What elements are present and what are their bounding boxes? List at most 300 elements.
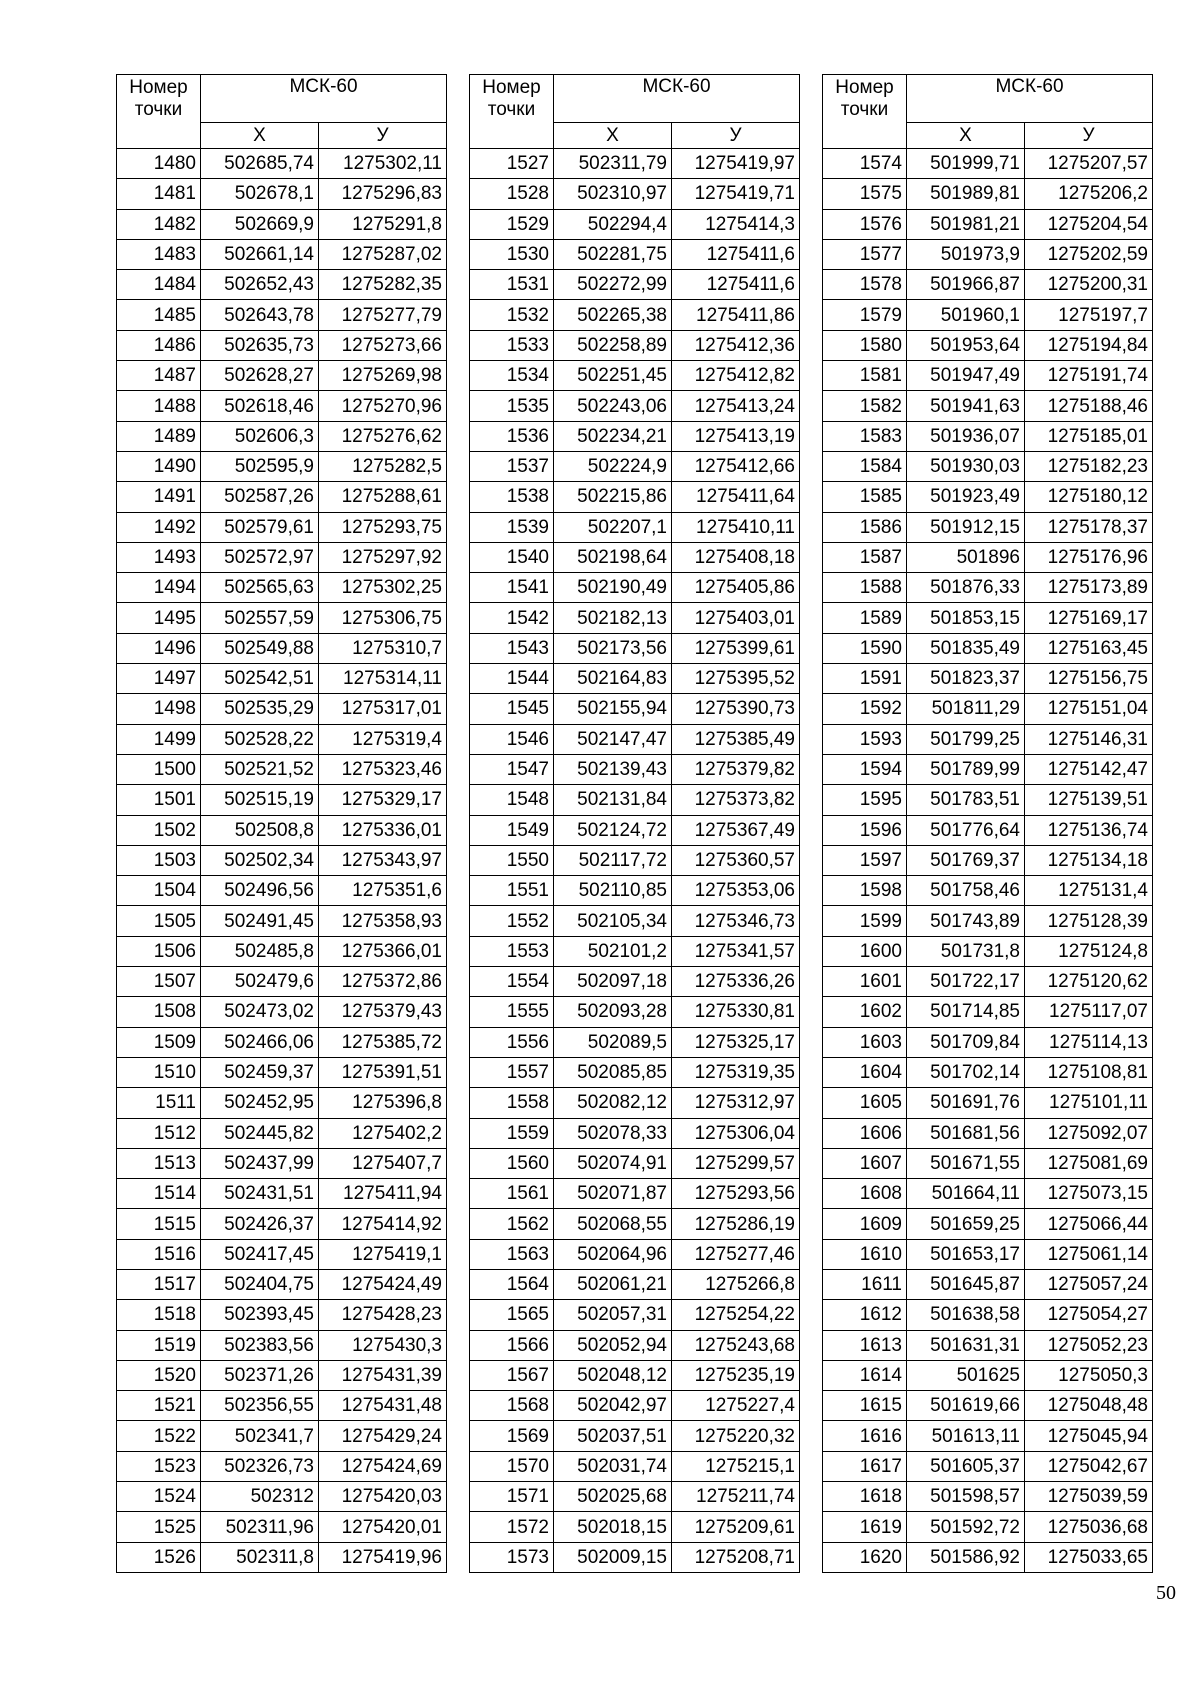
y-coordinate-cell: 1275282,5 (319, 451, 447, 481)
y-coordinate-cell: 1275410,11 (672, 512, 800, 542)
x-coordinate-cell: 502085,85 (554, 1057, 672, 1087)
y-coordinate-cell: 1275414,3 (672, 209, 800, 239)
table-row (823, 1482, 1153, 1512)
x-coordinate-cell: 502068,55 (554, 1209, 672, 1239)
point-number-cell: 1501 (117, 785, 201, 815)
y-coordinate-cell: 1275092,07 (1025, 1118, 1153, 1148)
y-coordinate-cell: 1275185,01 (1025, 421, 1153, 451)
x-coordinate-cell: 502521,52 (201, 754, 319, 784)
point-number-cell: 1533 (470, 330, 554, 360)
point-number-cell: 1562 (470, 1209, 554, 1239)
point-number-cell: 1495 (117, 603, 201, 633)
point-number-cell: 1482 (117, 209, 201, 239)
point-number-cell: 1570 (470, 1451, 554, 1481)
y-coordinate-cell: 1275330,81 (672, 997, 800, 1027)
y-coordinate-cell: 1275325,17 (672, 1027, 800, 1057)
x-coordinate-cell: 502579,61 (201, 512, 319, 542)
table-row (823, 421, 1153, 451)
y-coordinate-cell: 1275314,11 (319, 664, 447, 694)
point-number-cell: 1544 (470, 664, 554, 694)
table-row (470, 1269, 800, 1299)
x-coordinate-cell: 502251,45 (554, 361, 672, 391)
x-coordinate-cell: 502110,85 (554, 876, 672, 906)
table-row (117, 1209, 447, 1239)
y-coordinate-cell: 1275206,2 (1025, 179, 1153, 209)
table-row (117, 1088, 447, 1118)
point-number-cell: 1542 (470, 603, 554, 633)
table-row (117, 1148, 447, 1178)
x-coordinate-cell: 501671,55 (907, 1148, 1025, 1178)
y-coordinate-cell: 1275048,48 (1025, 1391, 1153, 1421)
table-row (470, 664, 800, 694)
x-coordinate-cell: 502009,15 (554, 1542, 672, 1572)
x-coordinate-cell: 502595,9 (201, 451, 319, 481)
y-coordinate-cell: 1275414,92 (319, 1209, 447, 1239)
table-row (470, 603, 800, 633)
x-coordinate-cell: 502479,6 (201, 967, 319, 997)
y-coordinate-cell: 1275131,4 (1025, 876, 1153, 906)
y-coordinate-cell: 1275411,6 (672, 239, 800, 269)
table-row (117, 603, 447, 633)
x-column-header: Х (554, 123, 672, 149)
table-row (823, 209, 1153, 239)
y-coordinate-cell: 1275403,01 (672, 603, 800, 633)
x-coordinate-cell: 501664,11 (907, 1179, 1025, 1209)
y-coordinate-cell: 1275045,94 (1025, 1421, 1153, 1451)
y-coordinate-cell: 1275391,51 (319, 1057, 447, 1087)
point-number-cell: 1585 (823, 482, 907, 512)
x-coordinate-cell: 502018,15 (554, 1512, 672, 1542)
x-coordinate-cell: 501743,89 (907, 906, 1025, 936)
y-coordinate-cell: 1275194,84 (1025, 330, 1153, 360)
table-row (117, 1421, 447, 1451)
y-coordinate-cell: 1275273,66 (319, 330, 447, 360)
y-coordinate-cell: 1275182,23 (1025, 451, 1153, 481)
point-number-cell: 1609 (823, 1209, 907, 1239)
x-coordinate-cell: 502549,88 (201, 633, 319, 663)
y-coordinate-cell: 1275277,79 (319, 300, 447, 330)
x-coordinate-cell: 501896 (907, 542, 1025, 572)
point-number-header (117, 75, 201, 149)
x-coordinate-cell: 501613,11 (907, 1421, 1025, 1451)
point-number-cell: 1520 (117, 1360, 201, 1390)
x-coordinate-cell: 502452,95 (201, 1088, 319, 1118)
table-row (470, 209, 800, 239)
table-row (823, 694, 1153, 724)
y-coordinate-cell: 1275411,6 (672, 270, 800, 300)
x-coordinate-cell: 502618,46 (201, 391, 319, 421)
x-coordinate-cell: 501625 (907, 1360, 1025, 1390)
point-number-cell: 1550 (470, 845, 554, 875)
table-row (470, 1512, 800, 1542)
table-body (823, 149, 1153, 1573)
table-row (470, 694, 800, 724)
point-number-cell: 1566 (470, 1330, 554, 1360)
x-coordinate-cell: 502426,37 (201, 1209, 319, 1239)
point-number-cell: 1506 (117, 936, 201, 966)
table-row (470, 1391, 800, 1421)
table-row (823, 1209, 1153, 1239)
x-coordinate-cell: 502635,73 (201, 330, 319, 360)
coordinates-table-1 (116, 74, 447, 1573)
y-coordinate-cell: 1275302,11 (319, 149, 447, 179)
table-row (823, 936, 1153, 966)
x-coordinate-cell: 501823,37 (907, 664, 1025, 694)
x-coordinate-cell: 501947,49 (907, 361, 1025, 391)
table-row (117, 300, 447, 330)
x-coordinate-cell: 501960,1 (907, 300, 1025, 330)
coordinate-system-header: МСК-60 (554, 75, 800, 123)
y-coordinate-cell: 1275202,59 (1025, 239, 1153, 269)
y-coordinate-cell: 1275379,43 (319, 997, 447, 1027)
x-coordinate-cell: 502661,14 (201, 239, 319, 269)
y-coordinate-cell: 1275173,89 (1025, 573, 1153, 603)
y-coordinate-cell: 1275306,04 (672, 1118, 800, 1148)
x-coordinate-cell: 502542,51 (201, 664, 319, 694)
x-coordinate-cell: 501714,85 (907, 997, 1025, 1027)
point-number-cell: 1579 (823, 300, 907, 330)
x-coordinate-cell: 502312 (201, 1482, 319, 1512)
y-coordinate-cell: 1275413,19 (672, 421, 800, 451)
x-coordinate-cell: 501953,64 (907, 330, 1025, 360)
point-number-cell: 1483 (117, 239, 201, 269)
y-coordinate-cell: 1275408,18 (672, 542, 800, 572)
point-number-cell: 1555 (470, 997, 554, 1027)
table-row (117, 845, 447, 875)
x-coordinate-cell: 501653,17 (907, 1239, 1025, 1269)
y-coordinate-cell: 1275390,73 (672, 694, 800, 724)
x-coordinate-cell: 502124,72 (554, 815, 672, 845)
x-coordinate-cell: 502356,55 (201, 1391, 319, 1421)
table-row (823, 1057, 1153, 1087)
x-coordinate-cell: 502485,8 (201, 936, 319, 966)
point-number-cell: 1481 (117, 179, 201, 209)
x-coordinate-cell: 501758,46 (907, 876, 1025, 906)
point-number-cell: 1543 (470, 633, 554, 663)
coordinate-system-header: МСК-60 (201, 75, 447, 123)
table-row (117, 1118, 447, 1148)
x-coordinate-cell: 502272,99 (554, 270, 672, 300)
table-row (117, 754, 447, 784)
y-coordinate-cell: 1275424,49 (319, 1269, 447, 1299)
table-row (823, 1542, 1153, 1572)
x-coordinate-cell: 502404,75 (201, 1269, 319, 1299)
x-coordinate-cell: 502042,97 (554, 1391, 672, 1421)
table-row (117, 906, 447, 936)
x-coordinate-cell: 502652,43 (201, 270, 319, 300)
table-row (823, 876, 1153, 906)
table-row (470, 512, 800, 542)
x-coordinate-cell: 502057,31 (554, 1300, 672, 1330)
point-number-cell: 1503 (117, 845, 201, 875)
x-coordinate-cell: 501722,17 (907, 967, 1025, 997)
table-row (470, 1118, 800, 1148)
table-row (117, 664, 447, 694)
y-coordinate-cell: 1275360,57 (672, 845, 800, 875)
y-coordinate-cell: 1275293,56 (672, 1179, 800, 1209)
point-number-header-line2: точки (487, 98, 536, 120)
x-coordinate-cell: 502393,45 (201, 1300, 319, 1330)
x-coordinate-cell: 501659,25 (907, 1209, 1025, 1239)
x-coordinate-cell: 502061,21 (554, 1269, 672, 1299)
y-coordinate-cell: 1275297,92 (319, 542, 447, 572)
point-number-cell: 1508 (117, 997, 201, 1027)
point-number-cell: 1499 (117, 724, 201, 754)
table-row (117, 1512, 447, 1542)
x-column-header: Х (201, 123, 319, 149)
table-row (117, 1269, 447, 1299)
x-coordinate-cell: 502294,4 (554, 209, 672, 239)
y-coordinate-cell: 1275341,57 (672, 936, 800, 966)
point-number-cell: 1552 (470, 906, 554, 936)
point-number-cell: 1489 (117, 421, 201, 451)
table-row (470, 573, 800, 603)
point-number-cell: 1620 (823, 1542, 907, 1572)
point-number-cell: 1581 (823, 361, 907, 391)
y-coordinate-cell: 1275208,71 (672, 1542, 800, 1572)
point-number-cell: 1540 (470, 542, 554, 572)
table-row (117, 573, 447, 603)
table-row (823, 785, 1153, 815)
x-coordinate-cell: 502431,51 (201, 1179, 319, 1209)
point-number-cell: 1593 (823, 724, 907, 754)
y-coordinate-cell: 1275114,13 (1025, 1027, 1153, 1057)
point-number-cell: 1537 (470, 451, 554, 481)
table-row (823, 179, 1153, 209)
y-coordinate-cell: 1275413,24 (672, 391, 800, 421)
y-coordinate-cell: 1275139,51 (1025, 785, 1153, 815)
point-number-cell: 1521 (117, 1391, 201, 1421)
y-coordinate-cell: 1275319,35 (672, 1057, 800, 1087)
y-coordinate-cell: 1275396,8 (319, 1088, 447, 1118)
table-row (823, 270, 1153, 300)
y-coordinate-cell: 1275420,01 (319, 1512, 447, 1542)
point-number-cell: 1617 (823, 1451, 907, 1481)
table-row (470, 300, 800, 330)
point-number-cell: 1583 (823, 421, 907, 451)
point-number-cell: 1536 (470, 421, 554, 451)
y-coordinate-cell: 1275243,68 (672, 1330, 800, 1360)
table-row (470, 482, 800, 512)
x-coordinate-cell: 502535,29 (201, 694, 319, 724)
x-coordinate-cell: 502243,06 (554, 391, 672, 421)
x-coordinate-cell: 502207,1 (554, 512, 672, 542)
x-coordinate-cell: 501853,15 (907, 603, 1025, 633)
point-number-cell: 1557 (470, 1057, 554, 1087)
y-coordinate-cell: 1275291,8 (319, 209, 447, 239)
point-number-cell: 1491 (117, 482, 201, 512)
y-coordinate-cell: 1275296,83 (319, 179, 447, 209)
x-coordinate-cell: 502311,79 (554, 149, 672, 179)
y-coordinate-cell: 1275227,4 (672, 1391, 800, 1421)
x-coordinate-cell: 502459,37 (201, 1057, 319, 1087)
y-coordinate-cell: 1275411,64 (672, 482, 800, 512)
point-number-cell: 1548 (470, 785, 554, 815)
table-row (823, 724, 1153, 754)
table-row (117, 785, 447, 815)
y-coordinate-cell: 1275036,68 (1025, 1512, 1153, 1542)
point-number-cell: 1578 (823, 270, 907, 300)
y-coordinate-cell: 1275169,17 (1025, 603, 1153, 633)
table-row (823, 664, 1153, 694)
table-row (470, 754, 800, 784)
x-coordinate-cell: 501981,21 (907, 209, 1025, 239)
table-row (823, 815, 1153, 845)
x-coordinate-cell: 502496,56 (201, 876, 319, 906)
x-coordinate-cell: 502508,8 (201, 815, 319, 845)
x-coordinate-cell: 502565,63 (201, 573, 319, 603)
table-row (470, 997, 800, 1027)
table-row (470, 1300, 800, 1330)
point-number-cell: 1516 (117, 1239, 201, 1269)
y-coordinate-cell: 1275066,44 (1025, 1209, 1153, 1239)
point-number-cell: 1500 (117, 754, 201, 784)
point-number-cell: 1524 (117, 1482, 201, 1512)
table-row (823, 1088, 1153, 1118)
point-number-cell: 1494 (117, 573, 201, 603)
table-row (117, 451, 447, 481)
table-row (117, 1391, 447, 1421)
point-number-cell: 1603 (823, 1027, 907, 1057)
table-row (470, 1421, 800, 1451)
y-coordinate-cell: 1275220,32 (672, 1421, 800, 1451)
y-coordinate-cell: 1275353,06 (672, 876, 800, 906)
x-coordinate-cell: 502173,56 (554, 633, 672, 663)
table-row (470, 1209, 800, 1239)
point-number-cell: 1590 (823, 633, 907, 663)
table-body (470, 149, 800, 1573)
y-coordinate-cell: 1275188,46 (1025, 391, 1153, 421)
x-coordinate-cell: 502417,45 (201, 1239, 319, 1269)
table-row (823, 1027, 1153, 1057)
table-row (470, 361, 800, 391)
point-number-cell: 1551 (470, 876, 554, 906)
y-coordinate-cell: 1275191,74 (1025, 361, 1153, 391)
y-column-header: У (319, 123, 447, 149)
x-coordinate-cell: 502082,12 (554, 1088, 672, 1118)
x-coordinate-cell: 502491,45 (201, 906, 319, 936)
point-number-cell: 1563 (470, 1239, 554, 1269)
y-coordinate-cell: 1275407,7 (319, 1148, 447, 1178)
table-row (470, 1360, 800, 1390)
x-coordinate-cell: 501645,87 (907, 1269, 1025, 1299)
point-number-cell: 1487 (117, 361, 201, 391)
x-coordinate-cell: 502311,8 (201, 1542, 319, 1572)
y-coordinate-cell: 1275254,22 (672, 1300, 800, 1330)
point-number-cell: 1538 (470, 482, 554, 512)
y-coordinate-cell: 1275424,69 (319, 1451, 447, 1481)
x-coordinate-cell: 502131,84 (554, 785, 672, 815)
y-coordinate-cell: 1275134,18 (1025, 845, 1153, 875)
point-number-cell: 1587 (823, 542, 907, 572)
y-coordinate-cell: 1275419,97 (672, 149, 800, 179)
table-row (117, 815, 447, 845)
y-coordinate-cell: 1275287,02 (319, 239, 447, 269)
point-number-cell: 1553 (470, 936, 554, 966)
x-coordinate-cell: 502281,75 (554, 239, 672, 269)
x-coordinate-cell: 502606,3 (201, 421, 319, 451)
table-row (470, 1482, 800, 1512)
y-coordinate-cell: 1275419,1 (319, 1239, 447, 1269)
y-coordinate-cell: 1275405,86 (672, 573, 800, 603)
point-number-cell: 1526 (117, 1542, 201, 1572)
table-row (117, 876, 447, 906)
point-number-cell: 1576 (823, 209, 907, 239)
point-number-cell: 1480 (117, 149, 201, 179)
point-number-cell: 1531 (470, 270, 554, 300)
y-coordinate-cell: 1275430,3 (319, 1330, 447, 1360)
point-number-cell: 1545 (470, 694, 554, 724)
point-number-cell: 1592 (823, 694, 907, 724)
y-coordinate-cell: 1275180,12 (1025, 482, 1153, 512)
table-row (823, 967, 1153, 997)
page-number: 50 (1156, 1582, 1176, 1604)
y-coordinate-cell: 1275286,19 (672, 1209, 800, 1239)
x-coordinate-cell: 502147,47 (554, 724, 672, 754)
x-coordinate-cell: 502093,28 (554, 997, 672, 1027)
table-row (117, 512, 447, 542)
table-row (117, 209, 447, 239)
point-number-header (823, 75, 907, 149)
x-coordinate-cell: 501783,51 (907, 785, 1025, 815)
y-coordinate-cell: 1275419,96 (319, 1542, 447, 1572)
x-coordinate-cell: 501811,29 (907, 694, 1025, 724)
x-coordinate-cell: 502071,87 (554, 1179, 672, 1209)
x-coordinate-cell: 502678,1 (201, 179, 319, 209)
y-coordinate-cell: 1275343,97 (319, 845, 447, 875)
table-row (823, 391, 1153, 421)
point-number-cell: 1597 (823, 845, 907, 875)
x-coordinate-cell: 502089,5 (554, 1027, 672, 1057)
point-number-cell: 1610 (823, 1239, 907, 1269)
table-row (470, 936, 800, 966)
y-coordinate-cell: 1275207,57 (1025, 149, 1153, 179)
table-row (117, 482, 447, 512)
x-coordinate-cell: 502587,26 (201, 482, 319, 512)
x-coordinate-cell: 501681,56 (907, 1118, 1025, 1148)
point-number-cell: 1560 (470, 1148, 554, 1178)
point-number-cell: 1530 (470, 239, 554, 269)
table-row (470, 179, 800, 209)
point-number-cell: 1504 (117, 876, 201, 906)
point-number-cell: 1546 (470, 724, 554, 754)
y-coordinate-cell: 1275039,59 (1025, 1482, 1153, 1512)
table-row (823, 512, 1153, 542)
table-row (117, 1057, 447, 1087)
point-number-cell: 1507 (117, 967, 201, 997)
y-coordinate-cell: 1275200,31 (1025, 270, 1153, 300)
x-coordinate-cell: 502572,97 (201, 542, 319, 572)
table-row (823, 1148, 1153, 1178)
y-coordinate-cell: 1275420,03 (319, 1482, 447, 1512)
y-column-header: У (1025, 123, 1153, 149)
table-row (117, 1542, 447, 1572)
point-number-cell: 1601 (823, 967, 907, 997)
table-row (823, 482, 1153, 512)
table-row (470, 451, 800, 481)
x-coordinate-cell: 501619,66 (907, 1391, 1025, 1421)
point-number-cell: 1561 (470, 1179, 554, 1209)
table-row (823, 1118, 1153, 1148)
table-row (117, 936, 447, 966)
point-number-cell: 1511 (117, 1088, 201, 1118)
point-number-cell: 1605 (823, 1088, 907, 1118)
x-coordinate-cell: 501876,33 (907, 573, 1025, 603)
point-number-cell: 1606 (823, 1118, 907, 1148)
x-coordinate-cell: 501912,15 (907, 512, 1025, 542)
y-coordinate-cell: 1275061,14 (1025, 1239, 1153, 1269)
table-row (823, 330, 1153, 360)
